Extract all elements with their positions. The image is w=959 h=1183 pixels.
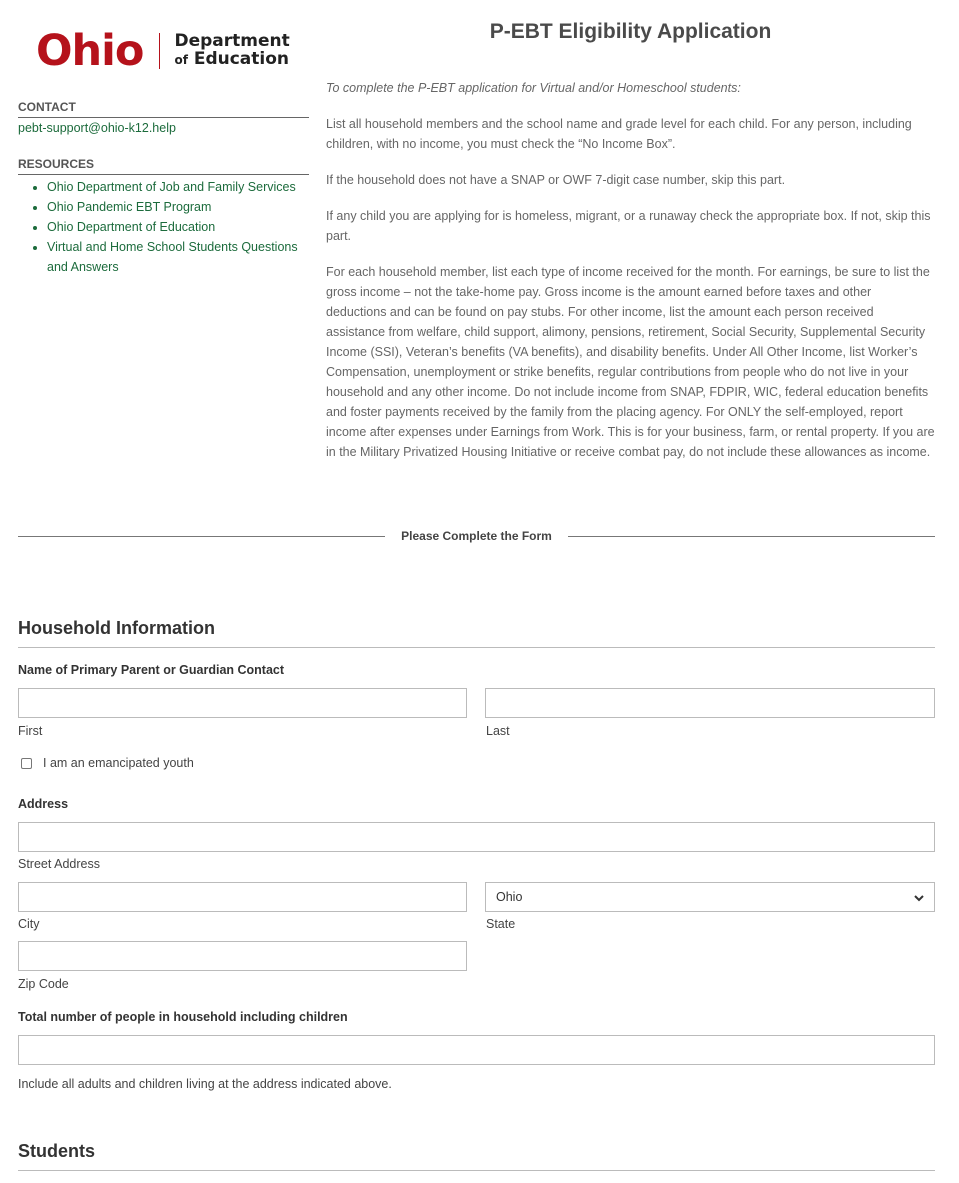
instructions-paragraph: If the household does not have a SNAP or OWF 7-digit case number, skip this part. bbox=[326, 173, 786, 187]
divider-line-right bbox=[568, 536, 935, 537]
divider-label: Please Complete the Form bbox=[401, 529, 552, 543]
ohio-education-logo[interactable] bbox=[36, 25, 296, 76]
instructions-paragraph: List all household members and the school name and grade level for each child. For any person, including children, with no income, you must check the “No Income Box”. bbox=[326, 117, 912, 151]
resources-list bbox=[18, 177, 309, 277]
sidebar bbox=[18, 100, 309, 277]
first-name-input[interactable] bbox=[18, 688, 467, 718]
instructions bbox=[326, 78, 935, 478]
resource-link-label[interactable]: Ohio Pandemic EBT Program bbox=[47, 200, 212, 214]
zip-code-input[interactable] bbox=[18, 941, 467, 971]
divider-line-left bbox=[18, 536, 385, 537]
resource-link-label[interactable]: Ohio Department of Education bbox=[47, 220, 216, 234]
address-label: Address bbox=[18, 797, 69, 811]
contact-heading: CONTACT bbox=[18, 100, 309, 118]
resources-heading: RESOURCES bbox=[18, 157, 309, 175]
instructions-paragraph: For each household member, list each type of income received for the month. For earnings, be sure to list the gross income – not the take-home pay. Gross income is the amount earned before taxes and other deductions and can be found on pay stubs. For other income, list the amount each person received assistance from welfare, child support, alimony, pensions, retirement, Social Security, Supplemental Security Income (SSI), Veteran’s benefits (VA benefits), and disability benefits. Under All Other Income, list Worker’s Compensation, unemployment or strike benefits, regular contributions from people who do not live in your household and any other income. Do not include income from SNAP, FDPIR, WIC, federal education benefits and foster payments received by the family from the placing agency. For ONLY the self-employed, report income after expenses under Earnings from Work. This is for your business, farm, or rental property. If you are in the Military Privatized Housing Initiative or receive combat pay, do not include these allowances as income. bbox=[326, 265, 935, 459]
logo-ohio-wordmark: Ohio bbox=[36, 25, 144, 76]
state-select-value[interactable]: Ohio bbox=[496, 890, 523, 904]
logo-divider bbox=[159, 33, 160, 69]
emancipated-youth-checkbox[interactable] bbox=[21, 758, 32, 769]
logo-line2-main: Education bbox=[193, 49, 290, 69]
chevron-down-icon[interactable] bbox=[912, 891, 926, 905]
household-total-input[interactable] bbox=[18, 1035, 935, 1065]
zip-code-sublabel: Zip Code bbox=[18, 977, 69, 991]
household-total-help: Include all adults and children living at the address indicated above. bbox=[18, 1077, 392, 1091]
resource-link-qa[interactable] bbox=[47, 237, 309, 277]
state-sublabel: State bbox=[486, 917, 516, 931]
resource-link-jfs[interactable] bbox=[47, 177, 309, 197]
logo-line1: Department bbox=[174, 31, 290, 52]
state-select[interactable] bbox=[485, 882, 935, 912]
emancipated-youth-label[interactable]: I am an emancipated youth bbox=[43, 756, 194, 770]
contact-email-link[interactable]: pebt-support@ohio-k12.help bbox=[18, 121, 176, 135]
first-name-sublabel: First bbox=[18, 724, 43, 738]
logo-department-text bbox=[174, 33, 289, 69]
logo-line2 bbox=[174, 51, 289, 69]
logo-line2-prefix: of bbox=[174, 53, 188, 67]
students-section-title: Students bbox=[18, 1141, 935, 1171]
form-divider bbox=[18, 526, 935, 546]
city-input[interactable] bbox=[18, 882, 467, 912]
resource-link-pebt[interactable] bbox=[47, 197, 309, 217]
page-title: P-EBT Eligibility Application bbox=[489, 20, 772, 43]
resource-link-label[interactable]: Ohio Department of Job and Family Services bbox=[47, 180, 296, 194]
resource-link-label[interactable]: Virtual and Home School Students Questions and Answers bbox=[47, 240, 298, 274]
guardian-name-label: Name of Primary Parent or Guardian Contact bbox=[18, 663, 285, 677]
last-name-sublabel: Last bbox=[486, 724, 510, 738]
household-section-title: Household Information bbox=[18, 618, 935, 648]
street-address-sublabel: Street Address bbox=[18, 857, 100, 871]
household-total-label: Total number of people in household including children bbox=[18, 1010, 348, 1024]
street-address-input[interactable] bbox=[18, 822, 935, 852]
instructions-paragraph: If any child you are applying for is homeless, migrant, or a runaway check the appropriate box. If not, skip this part. bbox=[326, 209, 931, 243]
instructions-intro: To complete the P-EBT application for Virtual and/or Homeschool students: bbox=[326, 81, 741, 95]
city-sublabel: City bbox=[18, 917, 40, 931]
resource-link-education[interactable] bbox=[47, 217, 309, 237]
emancipated-youth-option[interactable] bbox=[21, 756, 194, 770]
last-name-input[interactable] bbox=[485, 688, 935, 718]
